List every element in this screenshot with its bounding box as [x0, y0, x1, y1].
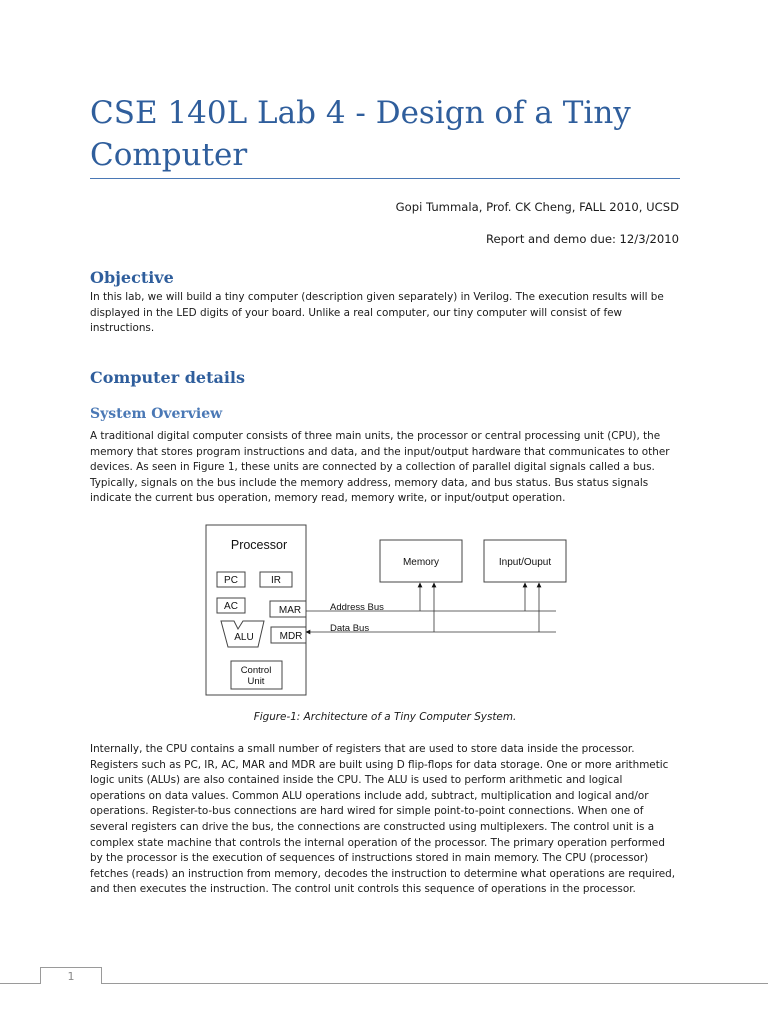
ir-register-label: IR	[271, 575, 281, 586]
memory-label: Memory	[402, 557, 440, 568]
title-divider	[90, 178, 680, 179]
ac-register-label: AC	[224, 601, 238, 612]
architecture-diagram	[200, 522, 570, 700]
data-bus-label: Data Bus	[330, 623, 370, 634]
control-unit-label-line1: Control	[240, 665, 272, 676]
mdr-register-label: MDR	[279, 631, 303, 642]
document-title: CSE 140L Lab 4 - Design of a Tiny Computer	[90, 95, 631, 173]
objective-heading: Objective	[90, 268, 174, 287]
page-number: 1	[40, 967, 102, 984]
objective-paragraph: In this lab, we will build a tiny computer (description given separately) in Verilog. The execution results will be displayed in the LED digits of your board. Unlike a real computer, our tiny computer will consist of few instructions.	[90, 291, 664, 335]
io-label: Input/Ouput	[498, 557, 552, 568]
mar-register-label: MAR	[278, 605, 302, 616]
footer-rule	[0, 983, 768, 984]
control-unit-label-line2: Unit	[247, 676, 265, 687]
address-bus-label: Address Bus	[330, 602, 384, 613]
processor-label: Processor	[230, 538, 288, 552]
pc-register-label: PC	[224, 575, 238, 586]
due-date-line: Report and demo due: 12/3/2010	[485, 232, 679, 246]
system-overview-heading: System Overview	[90, 406, 223, 422]
system-overview-paragraph: A traditional digital computer consists of three main units, the processor or central processing unit (CPU), the memory that stores program instructions and data, and the input/output hardware that communicates to other devices. As seen in Figure 1, these units are connected by a collection of parallel digital signals called a bus. Typically, signals on the bus include the memory address, memory data, and bus status. Bus status signals indicate the current bus operation, memory read, memory write, or input/output operation.	[90, 430, 670, 505]
authors-line: Gopi Tummala, Prof. CK Cheng, FALL 2010, UCSD	[395, 200, 679, 214]
figure-caption: Figure-1: Architecture of a Tiny Computer System.	[253, 711, 517, 723]
alu-label: ALU	[234, 632, 254, 643]
internal-cpu-paragraph: Internally, the CPU contains a small number of registers that are used to store data inside the processor. Registers such as PC, IR, AC, MAR and MDR are built using D flip-flops for data storage. One or more arithmetic logic units (ALUs) are also contained inside the CPU. The ALU is used to perform arithmetic and logical operations on data values. Common ALU operations include add, subtract, multiplication and logical and/or operations. Register-to-bus connections are hard wired for simple point-to-point connections. When one of several registers can drive the bus, the connections are constructed using multiplexers. The control unit is a complex state machine that controls the internal operation of the processor. The primary operation performed by the processor is the execution of sequences of instructions stored in main memory. The CPU (processor) fetches (reads) an instruction from memory, decodes the instruction to determine what operations are required, and then executes the instruction. The control unit controls this sequence of operations in the processor.	[90, 743, 676, 896]
computer-details-heading: Computer details	[90, 368, 246, 387]
